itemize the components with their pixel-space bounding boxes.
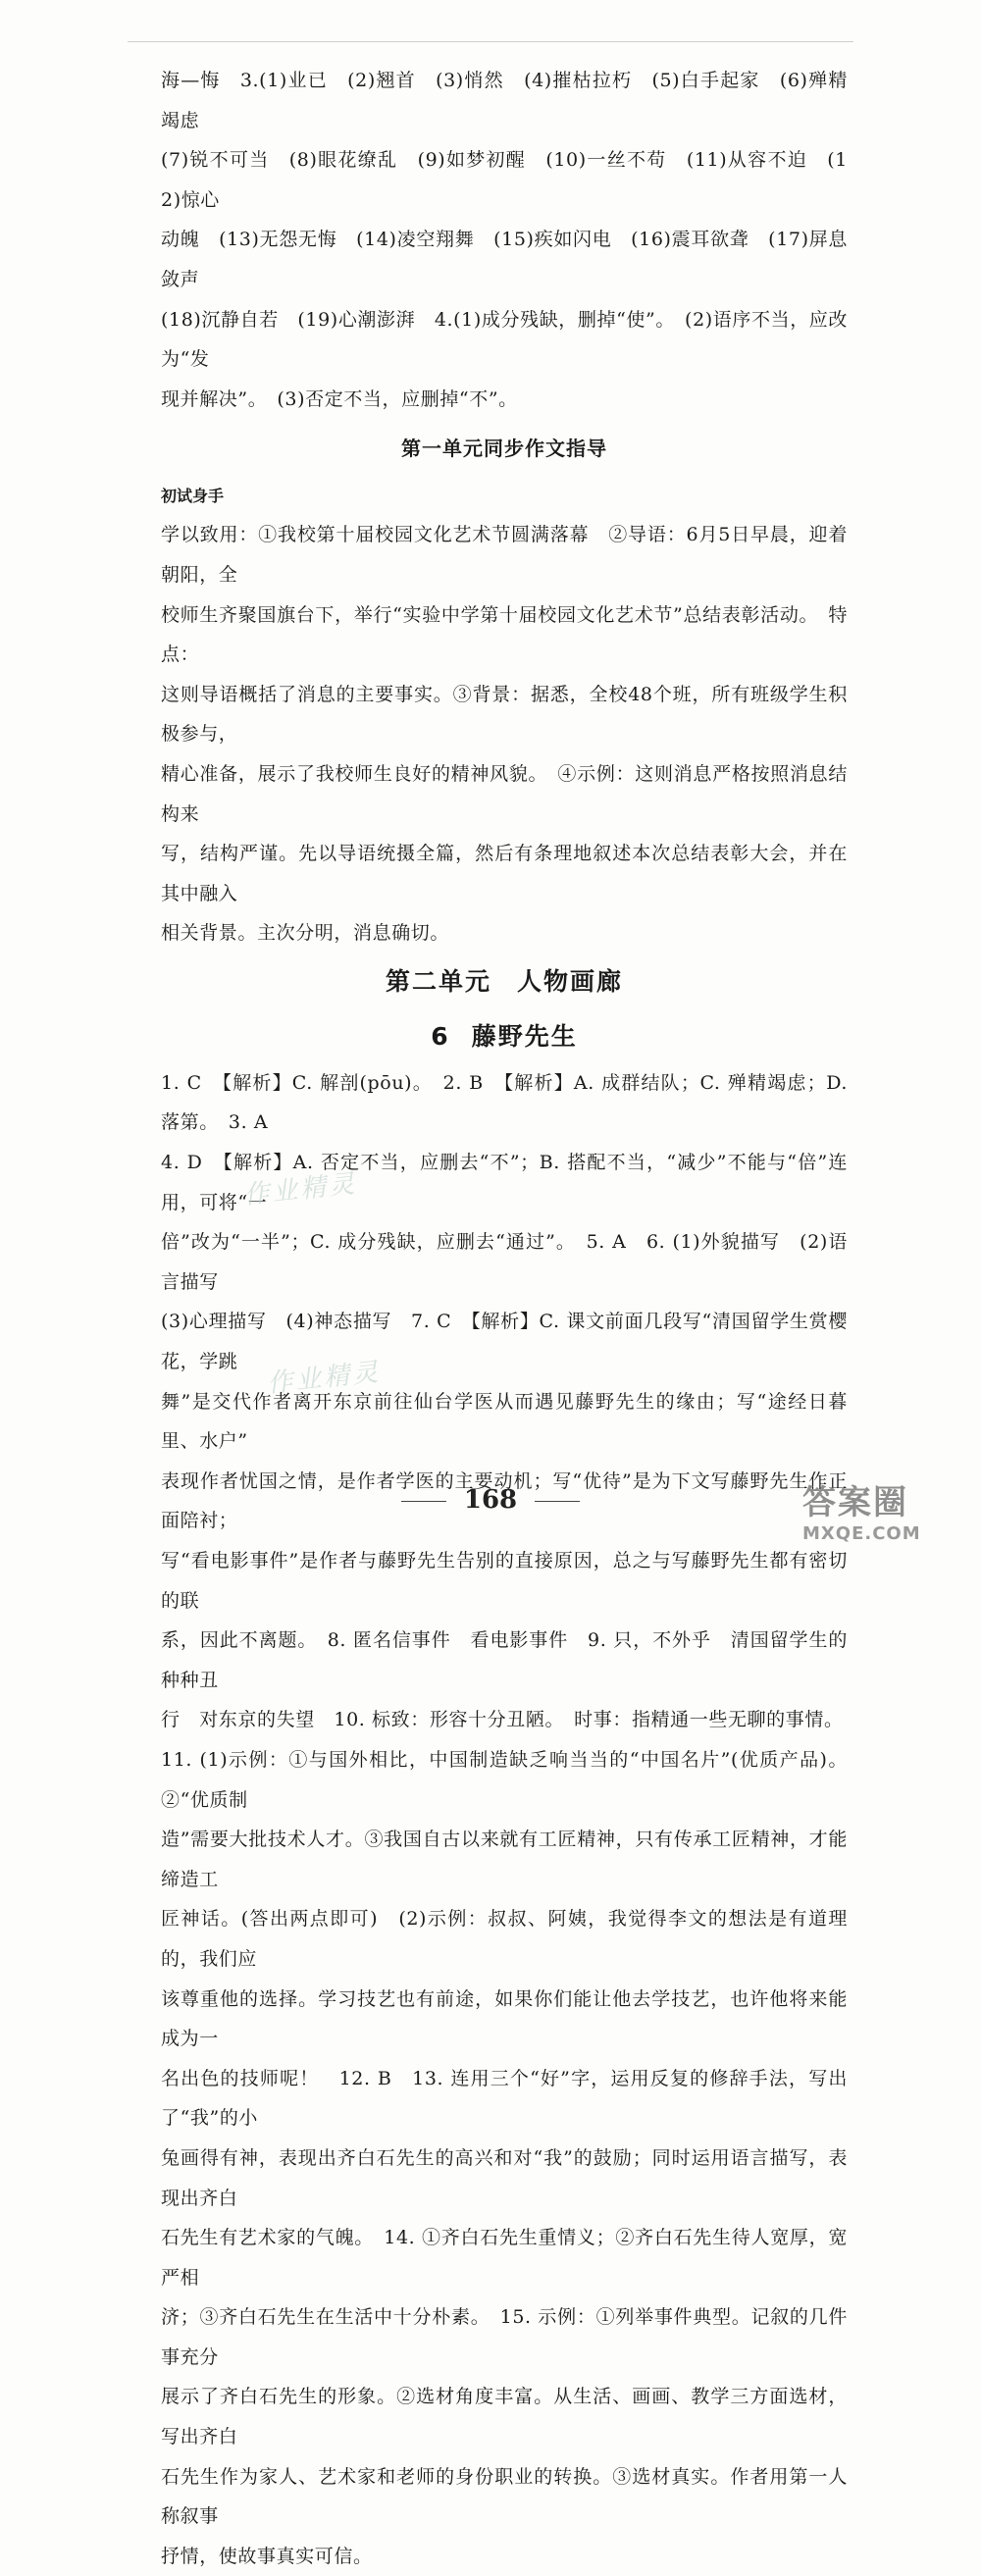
text-line: 石先生有艺术家的气魄。 14. ①齐白石先生重情义；②齐白石先生待人宽厚，宽严相 bbox=[161, 2227, 848, 2289]
footer-dash bbox=[401, 1501, 446, 1502]
logo-site: MXQE.COM bbox=[802, 1523, 921, 1544]
watermark: 作业精灵 bbox=[242, 1169, 359, 1211]
footer-dash bbox=[535, 1501, 580, 1502]
section1-body bbox=[161, 515, 848, 953]
text-line: 相关背景。主次分明，消息确切。 bbox=[161, 922, 450, 945]
text-line: 倍”改为“一半”；C. 成分残缺，应删去“通过”。 5. A 6. (1)外貌描写 (2)语言描写 bbox=[161, 1231, 848, 1293]
text-line: 展示了齐白石先生的形象。②选材角度丰富。从生活、画画、教学三方面选材，写出齐白 bbox=[161, 2386, 848, 2448]
continuation-block bbox=[161, 61, 848, 419]
text-line: 写，结构严谨。先以导语统摄全篇，然后有条理地叙述本次总结表彰大会，并在其中融入 bbox=[161, 843, 848, 904]
text-line: (3)心理描写 (4)神态描写 7. C 【解析】C. 课文前面几段写“清国留学生赏樱花，学跳 bbox=[161, 1311, 848, 1373]
page-content bbox=[161, 61, 848, 2576]
text-line: 系，因此不离题。 8. 匿名信事件 看电影事件 9. 只，不外乎 清国留学生的种种丑 bbox=[161, 1629, 848, 1691]
text-line: 石先生作为家人、艺术家和老师的身份职业的转换。③选材真实。作者用第一人称叙事 bbox=[161, 2465, 848, 2528]
section-subtitle: 初试身手 bbox=[161, 487, 225, 506]
text-line: 名出色的技师呢！ 12. B 13. 连用三个“好”字，运用反复的修辞手法，写出了“我”的小 bbox=[161, 2067, 848, 2130]
lesson-heading bbox=[161, 1010, 848, 1063]
text-line: 匠神话。(答出两点即可) (2)示例：叔叔、阿姨，我觉得李文的想法是有道理的，我们应 bbox=[161, 1908, 848, 1970]
text-line: 行 对东京的失望 10. 标致：形容十分丑陋。 时事：指精通一些无聊的事情。 bbox=[161, 1709, 844, 1731]
lesson-number: 6 bbox=[431, 1021, 450, 1051]
text-line: 抒情，使故事真实可信。 bbox=[161, 2545, 373, 2567]
page-number: 168 bbox=[463, 1485, 518, 1515]
text-line: (18)沉静自若 (19)心潮澎湃 4.(1)成分残缺，删掉“使”。 (2)语序不当，应改为“发 bbox=[161, 308, 848, 371]
unit-heading bbox=[161, 953, 848, 1010]
text-line: 舞”是交代作者离开东京前往仙台学医从而遇见藤野先生的缘由；写“途经日暮里、水户” bbox=[161, 1390, 848, 1453]
lesson-name: 藤野先生 bbox=[471, 1021, 578, 1051]
text-line: 4. D 【解析】A. 否定不当，应删去“不”；B. 搭配不当，“减少”不能与“倍”连用，可将“一 bbox=[161, 1152, 848, 1213]
unit2-body bbox=[161, 1063, 848, 2576]
logo-mark: 答案圈 bbox=[802, 1483, 908, 1522]
section-title: 第一单元同步作文指导 bbox=[401, 437, 607, 461]
text-line: 校师生齐聚国旗台下，举行“实验中学第十届校园文化艺术节”总结表彰活动。 特点： bbox=[161, 603, 848, 666]
text-line: 表现作者忧国之情，是作者学医的主要动机；写“优待”是为下文写藤野先生作正面陪衬； bbox=[161, 1469, 848, 1532]
unit-name: 人物画廊 bbox=[517, 966, 624, 996]
text-line: 11. (1)示例：①与国外相比，中国制造缺乏响当当的“中国名片”(优质产品)。②“优质制 bbox=[161, 1748, 848, 1811]
text-line: 兔画得有神，表现出齐白石先生的高兴和对“我”的鼓励；同时运用语言描写，表现出齐白 bbox=[161, 2146, 848, 2209]
watermark: 作业精灵 bbox=[266, 1358, 383, 1399]
top-rule bbox=[128, 41, 853, 42]
text-line: 现并解决”。 (3)否定不当，应删掉“不”。 bbox=[161, 387, 518, 410]
site-logo bbox=[802, 1475, 967, 1564]
text-line: 动魄 (13)无怨无悔 (14)凌空翔舞 (15)疾如闪电 (16)震耳欲聋 (17)屏息敛声 bbox=[161, 229, 848, 290]
text-line: 学以致用：①我校第十届校园文化艺术节圆满落幕 ②导语：6月5日早晨，迎着朝阳，全 bbox=[161, 524, 848, 586]
text-line: 造”需要大批技术人才。③我国自古以来就有工匠精神，只有传承工匠精神，才能缔造工 bbox=[161, 1829, 848, 1890]
text-line: 精心准备，展示了我校师生良好的精神风貌。 ④示例：这则消息严格按照消息结构来 bbox=[161, 762, 848, 825]
text-line: 该尊重他的选择。学习技艺也有前途，如果你们能让他去学技艺，也许他将来能成为一 bbox=[161, 1987, 848, 2050]
text-line: 写“看电影事件”是作者与藤野先生告别的直接原因，总之与写藤野先生都有密切的联 bbox=[161, 1550, 848, 1612]
text-line: 1. C 【解析】C. 解剖(pōu)。 2. B 【解析】A. 成群结队；C. 殚精竭虑；D. 落第。 3. A bbox=[161, 1071, 848, 1134]
text-line: 海—悔 3.(1)业已 (2)翘首 (3)悄然 (4)摧枯拉朽 (5)白手起家 (6)殚精竭虑 bbox=[161, 70, 848, 131]
unit-number: 第二单元 bbox=[385, 966, 491, 996]
text-line: 济；③齐白石先生在生活中十分朴素。 15. 示例：①列举事件典型。记叙的几件事充分 bbox=[161, 2306, 848, 2368]
text-line: 这则导语概括了消息的主要事实。③背景：据悉，全校48个班，所有班级学生积极参与， bbox=[161, 683, 848, 746]
text-line: (7)锐不可当 (8)眼花缭乱 (9)如梦初醒 (10)一丝不苟 (11)从容不迫 (12)惊心 bbox=[161, 149, 848, 211]
